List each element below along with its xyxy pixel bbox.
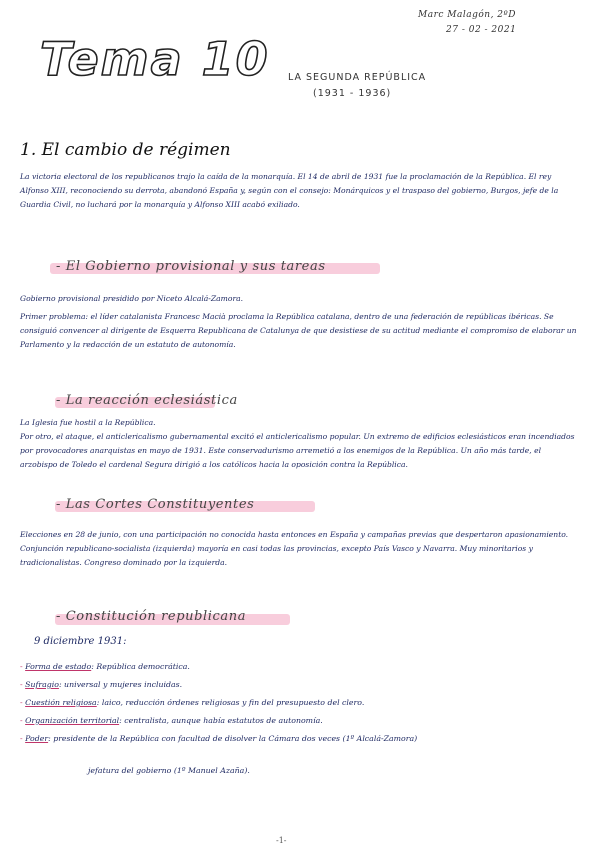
subtitle-line2: (1931 - 1936) [313,88,392,99]
section-heading-reaccion: - La reacción eclesiástica [56,393,238,408]
paragraph-cortes: Elecciones en 28 de junio, con una participación no conocida hasta entonces en España y campañas previas que despertaron apasionamiento. Conjunción republicano-socialista (izquierda) mayoría en casi todas las provincias, excepto País Vasco y Navarra. Muy minoritarios y tradicionalistas. Congreso dominado por la izquierda. [20,530,569,567]
date-label: 27 - 02 - 2021 [446,25,517,35]
list-item-religion: - Cuestión religiosa: laico, reducción órdenes religiosas y fin del presupuesto del clero. [20,698,365,707]
list-item-sufragio: - Sufragio: universal y mujeres incluidas. [20,680,183,689]
page-number: -1- [276,836,287,845]
paragraph-reaccion-2: Por otro, el ataque, el anticlericalismo gubernamental excitó el anticlericalismo popular. Un extremo de edificios eclesiásticos eran incendiados por provocadores anarquistas en mayo de 1931. Este conservadurismo arremetió a los enemigos de la República. Un año más tarde, el arzobispo de Toledo el cardenal Segura dirigió a los católicos hacia la oposición contra la República. [20,432,575,469]
section-heading-gobierno: - El Gobierno provisional y sus tareas [56,259,326,274]
list-item-poder: - Poder: presidente de la República con facultad de disolver la Cámara dos veces (1º Alcalá-Zamora) [20,734,418,743]
author-name: Marc Malagón, 2ºD [418,10,516,20]
list-item-jefatura: jefatura del gobierno (1º Manuel Azaña). [88,766,250,775]
subtitle-line1: LA SEGUNDA REPÚBLICA [288,72,427,83]
paragraph-1: La victoria electoral de los republicanos trajo la caída de la monarquía. El 14 de abril de 1931 fue la proclamación de la República. El rey Alfonso XIII, reconociendo su derrota, abandonó España y, según con el consejo: Monárquicos y el traspaso del gobierno, Burgos, jefe de la Guardia Civil, no luchará por la monarquía y Alfonso XIII acabó exiliado. [20,172,559,209]
paragraph-gobierno-1: Gobierno provisional presidido por Niceto Alcalá-Zamora. [20,294,244,303]
section-heading-1: 1. El cambio de régimen [20,140,231,160]
list-item-territorial: - Organización territorial: centralista, aunque había estatutos de autonomía. [20,716,323,725]
section-heading-cortes: - Las Cortes Constituyentes [56,497,255,512]
page-title: Tema 10 [40,32,270,86]
section-heading-constitucion: - Constitución republicana [56,609,247,624]
list-item-forma: - Forma de estado: República democrática. [20,662,190,671]
paragraph-gobierno-2: Primer problema: el líder catalanista Francesc Macià proclama la República catalana, dentro de una federación de repúblicas ibéricas. Se consiguió convencer al dirigente de Esquerra Republicana de Catalunya de que desistiese de su actitud mediante el compromiso de elaborar un Parlamento y la redacción de un estatuto de autonomía. [20,312,577,349]
constitution-date: 9 diciembre 1931: [34,636,127,647]
paragraph-reaccion-1: La Iglesia fue hostil a la República. [20,418,156,427]
